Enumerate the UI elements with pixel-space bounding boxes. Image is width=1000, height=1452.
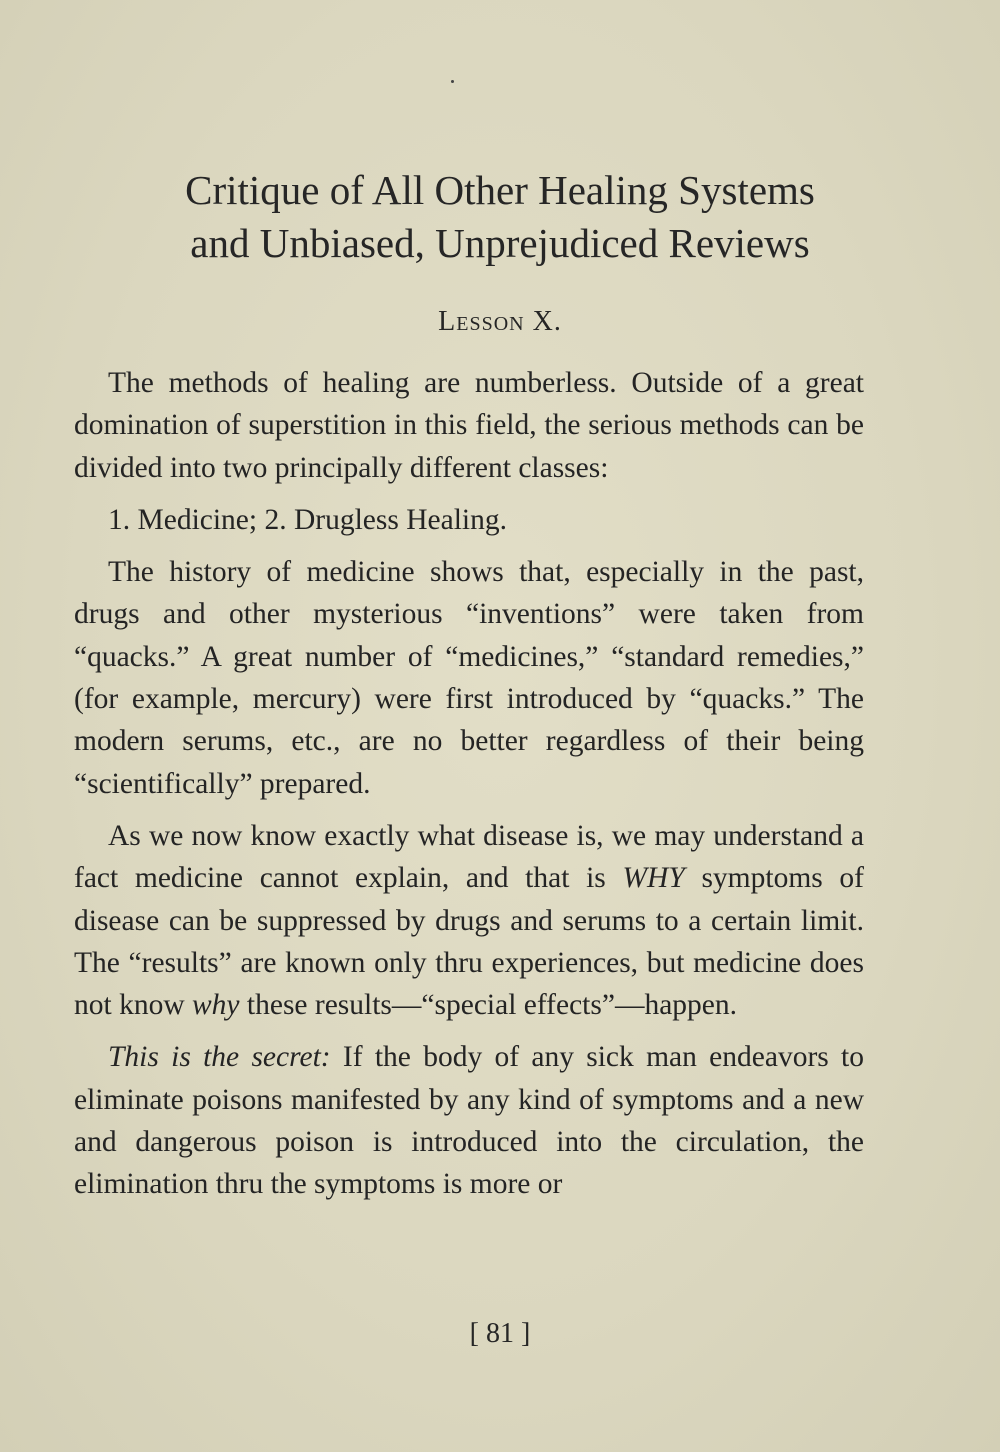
chapter-title-line-2: and Unbiased, Unprejudiced Reviews xyxy=(190,220,810,266)
paragraph-4-part-c: these results—“special effects”—happen. xyxy=(239,989,738,1022)
paragraph-5 xyxy=(74,1036,864,1205)
emphasis-secret: This is the secret: xyxy=(108,1041,331,1074)
emphasis-why: why xyxy=(192,989,240,1022)
paragraph-4 xyxy=(74,815,864,1026)
ink-speck xyxy=(451,80,454,83)
page-number: [ 81 ] xyxy=(469,1318,531,1349)
chapter-title xyxy=(60,164,940,270)
lesson-heading: Lesson X. xyxy=(438,306,562,337)
body-text xyxy=(74,362,864,1216)
emphasis-why-caps: WHY xyxy=(622,862,685,895)
paragraph-1: The methods of healing are numberless. Outside of a great domination of superstition in this field, the serious methods can be divided into two principally different classes: xyxy=(74,367,864,484)
paragraph-3: The history of medicine shows that, especially in the past, drugs and other mysterious “inventions” were taken from “quacks.” A great number of “medicines,” “standard remedies,” (for example, mercury) were first introduced by “quacks.” The modern serums, etc., are no better regardless of their being “scientifically” prepared. xyxy=(74,556,864,800)
paragraph-4-part-a: As we now know exactly what disease is, we may understand a fact medicine cannot explain, and that is xyxy=(74,819,864,895)
paragraph-5-rest: If the body of any sick man endeavors to eliminate poisons manifested by any kind of symptoms and a new and dangerous poison is introduced into the circulation, the elimination thru the symptoms is more or xyxy=(74,1041,864,1201)
chapter-title-line-1: Critique of All Other Healing Systems xyxy=(185,167,815,213)
paragraph-2-list: 1. Medicine; 2. Drugless Healing. xyxy=(108,503,507,536)
paragraph-4-part-b: symptoms of disease can be suppressed by drugs and serums to a certain limit. The “results” are known only thru experiences, but medicine does not know xyxy=(74,862,865,1022)
